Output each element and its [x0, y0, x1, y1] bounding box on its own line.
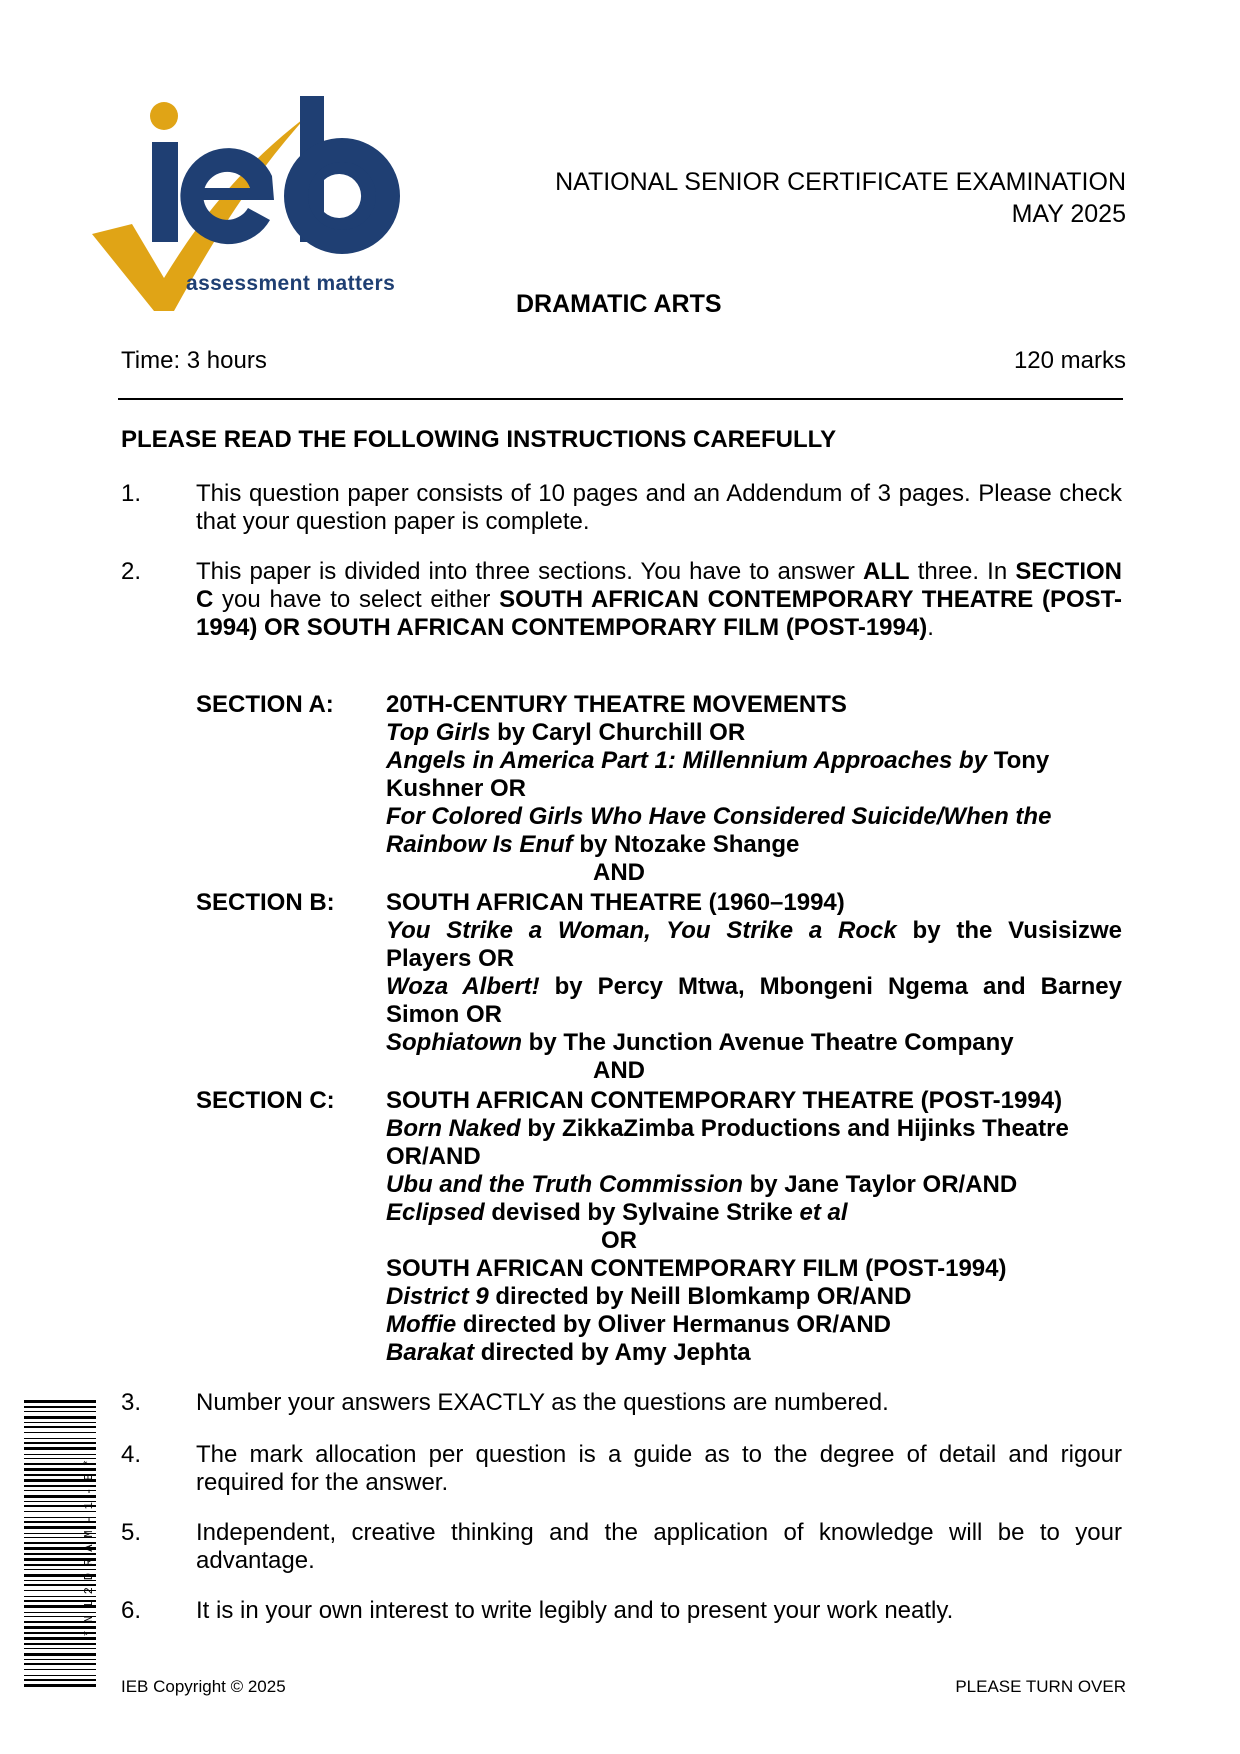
work-author: by the Vusisizwe Players OR — [386, 917, 1122, 972]
item-number: 4. — [121, 1441, 142, 1468]
section-c-film — [386, 1311, 1122, 1339]
section-c-film — [386, 1339, 1122, 1367]
item-text-part: This paper is divided into three sections. You have to answer — [196, 558, 863, 585]
section-a-work — [386, 719, 1122, 747]
work-author: by The Junction Avenue Theatre Company — [521, 1029, 1014, 1056]
logo-tagline: assessment matters — [186, 272, 396, 295]
section-a-work — [386, 747, 1122, 803]
section-a-work — [386, 803, 1122, 859]
work-author: Tony Kushner OR — [386, 747, 1050, 802]
item-text: Independent, creative thinking and the application of knowledge will be to your advantage. — [196, 1519, 1122, 1574]
item-text-bold: ALL — [862, 558, 910, 585]
section-b-work — [386, 1029, 1122, 1057]
item-text-bold: SOUTH AFRICAN CONTEMPORARY THEATRE (POST-1994) OR SOUTH AFRICAN CONTEMPORARY FILM (POST-1994) — [196, 586, 1123, 641]
work-title: Angels in America Part 1: Millennium Approaches by — [386, 747, 988, 774]
section-b-work — [386, 917, 1122, 973]
subject-title: DRAMATIC ARTS — [516, 290, 722, 318]
film-title: District 9 — [386, 1283, 489, 1310]
section-b-label: SECTION B: — [196, 889, 335, 916]
work-title: Woza Albert! — [386, 973, 540, 1000]
section-joiner: AND — [593, 1057, 645, 1084]
footer-copyright: IEB Copyright © 2025 — [121, 1677, 286, 1696]
exam-time: Time: 3 hours — [121, 347, 267, 374]
section-b-work — [386, 973, 1122, 1029]
item-text — [196, 558, 1122, 642]
barcode-text: *N12DRAM-1-E* — [82, 1452, 96, 1638]
work-author: by Ntozake Shange — [572, 831, 800, 858]
item-number: 5. — [121, 1519, 142, 1546]
work-title: Eclipsed — [386, 1199, 485, 1226]
item-number: 3. — [121, 1389, 142, 1416]
item-number: 6. — [121, 1597, 142, 1624]
work-title: For Colored Girls Who Have Considered Suicide/When the Rainbow Is Enuf — [386, 803, 1052, 858]
exam-title — [555, 166, 1126, 230]
section-c-work — [386, 1199, 1122, 1227]
exam-marks: 120 marks — [1013, 347, 1126, 374]
film-director: directed by Oliver Hermanus OR/AND — [456, 1311, 892, 1338]
section-c-work — [386, 1115, 1122, 1171]
section-c-title: SOUTH AFRICAN CONTEMPORARY THEATRE (POST-1994) — [386, 1087, 1063, 1114]
work-title: Born Naked — [386, 1115, 521, 1142]
section-c-label: SECTION C: — [196, 1087, 335, 1114]
exam-session: MAY 2025 — [1011, 200, 1126, 228]
work-author: devised by Sylvaine Strike — [484, 1199, 800, 1226]
section-c-work — [386, 1171, 1122, 1199]
work-author: by Percy Mtwa, Mbongeni Ngema and Barney Simon OR — [386, 973, 1122, 1028]
header-divider — [118, 398, 1123, 400]
item-text: It is in your own interest to write legibly and to present your work neatly. — [196, 1597, 954, 1624]
section-joiner: OR — [601, 1227, 637, 1254]
item-text-part: three. In — [909, 558, 1016, 585]
footer-turn-over: PLEASE TURN OVER — [955, 1677, 1126, 1696]
item-number: 2. — [121, 558, 142, 585]
section-b-details — [386, 889, 1122, 1085]
section-a-title: 20TH-CENTURY THEATRE MOVEMENTS — [386, 691, 847, 718]
film-director: directed by Neill Blomkamp OR/AND — [488, 1283, 912, 1310]
exam-name: NATIONAL SENIOR CERTIFICATE EXAMINATION — [555, 168, 1126, 196]
item-text: This question paper consists of 10 pages and an Addendum of 3 pages. Please check that your question paper is complete. — [196, 480, 1122, 535]
section-c-film — [386, 1283, 1122, 1311]
work-etal: et al — [799, 1199, 848, 1226]
film-title: Moffie — [386, 1311, 457, 1338]
work-author: by Jane Taylor OR/AND — [742, 1171, 1018, 1198]
section-a-details — [386, 691, 1122, 887]
item-text-part: you have to select either — [213, 586, 500, 613]
section-b-title: SOUTH AFRICAN THEATRE (1960–1994) — [386, 889, 845, 916]
item-text: Number your answers EXACTLY as the questions are numbered. — [196, 1389, 889, 1416]
film-director: directed by Amy Jephta — [474, 1339, 751, 1366]
work-title: Sophiatown — [386, 1029, 522, 1056]
work-title: Top Girls — [386, 719, 491, 746]
work-title: Ubu and the Truth Commission — [386, 1171, 743, 1198]
item-number: 1. — [121, 480, 142, 507]
section-c-film-title: SOUTH AFRICAN CONTEMPORARY FILM (POST-1994) — [386, 1255, 1007, 1282]
section-a-label: SECTION A: — [196, 691, 334, 718]
work-author: by ZikkaZimba Productions and Hijinks Theatre OR/AND — [386, 1115, 1069, 1170]
film-title: Barakat — [386, 1339, 475, 1366]
item-text-part: . — [927, 614, 934, 641]
instructions-heading: PLEASE READ THE FOLLOWING INSTRUCTIONS CAREFULLY — [121, 426, 837, 453]
work-title: You Strike a Woman, You Strike a Rock — [386, 917, 897, 944]
section-joiner: AND — [593, 859, 645, 886]
work-author: by Caryl Churchill OR — [490, 719, 746, 746]
item-text-bold: SECTION C — [196, 558, 1123, 613]
section-c-details — [386, 1087, 1122, 1367]
item-text: The mark allocation per question is a guide as to the degree of detail and rigour required for the answer. — [196, 1441, 1122, 1496]
